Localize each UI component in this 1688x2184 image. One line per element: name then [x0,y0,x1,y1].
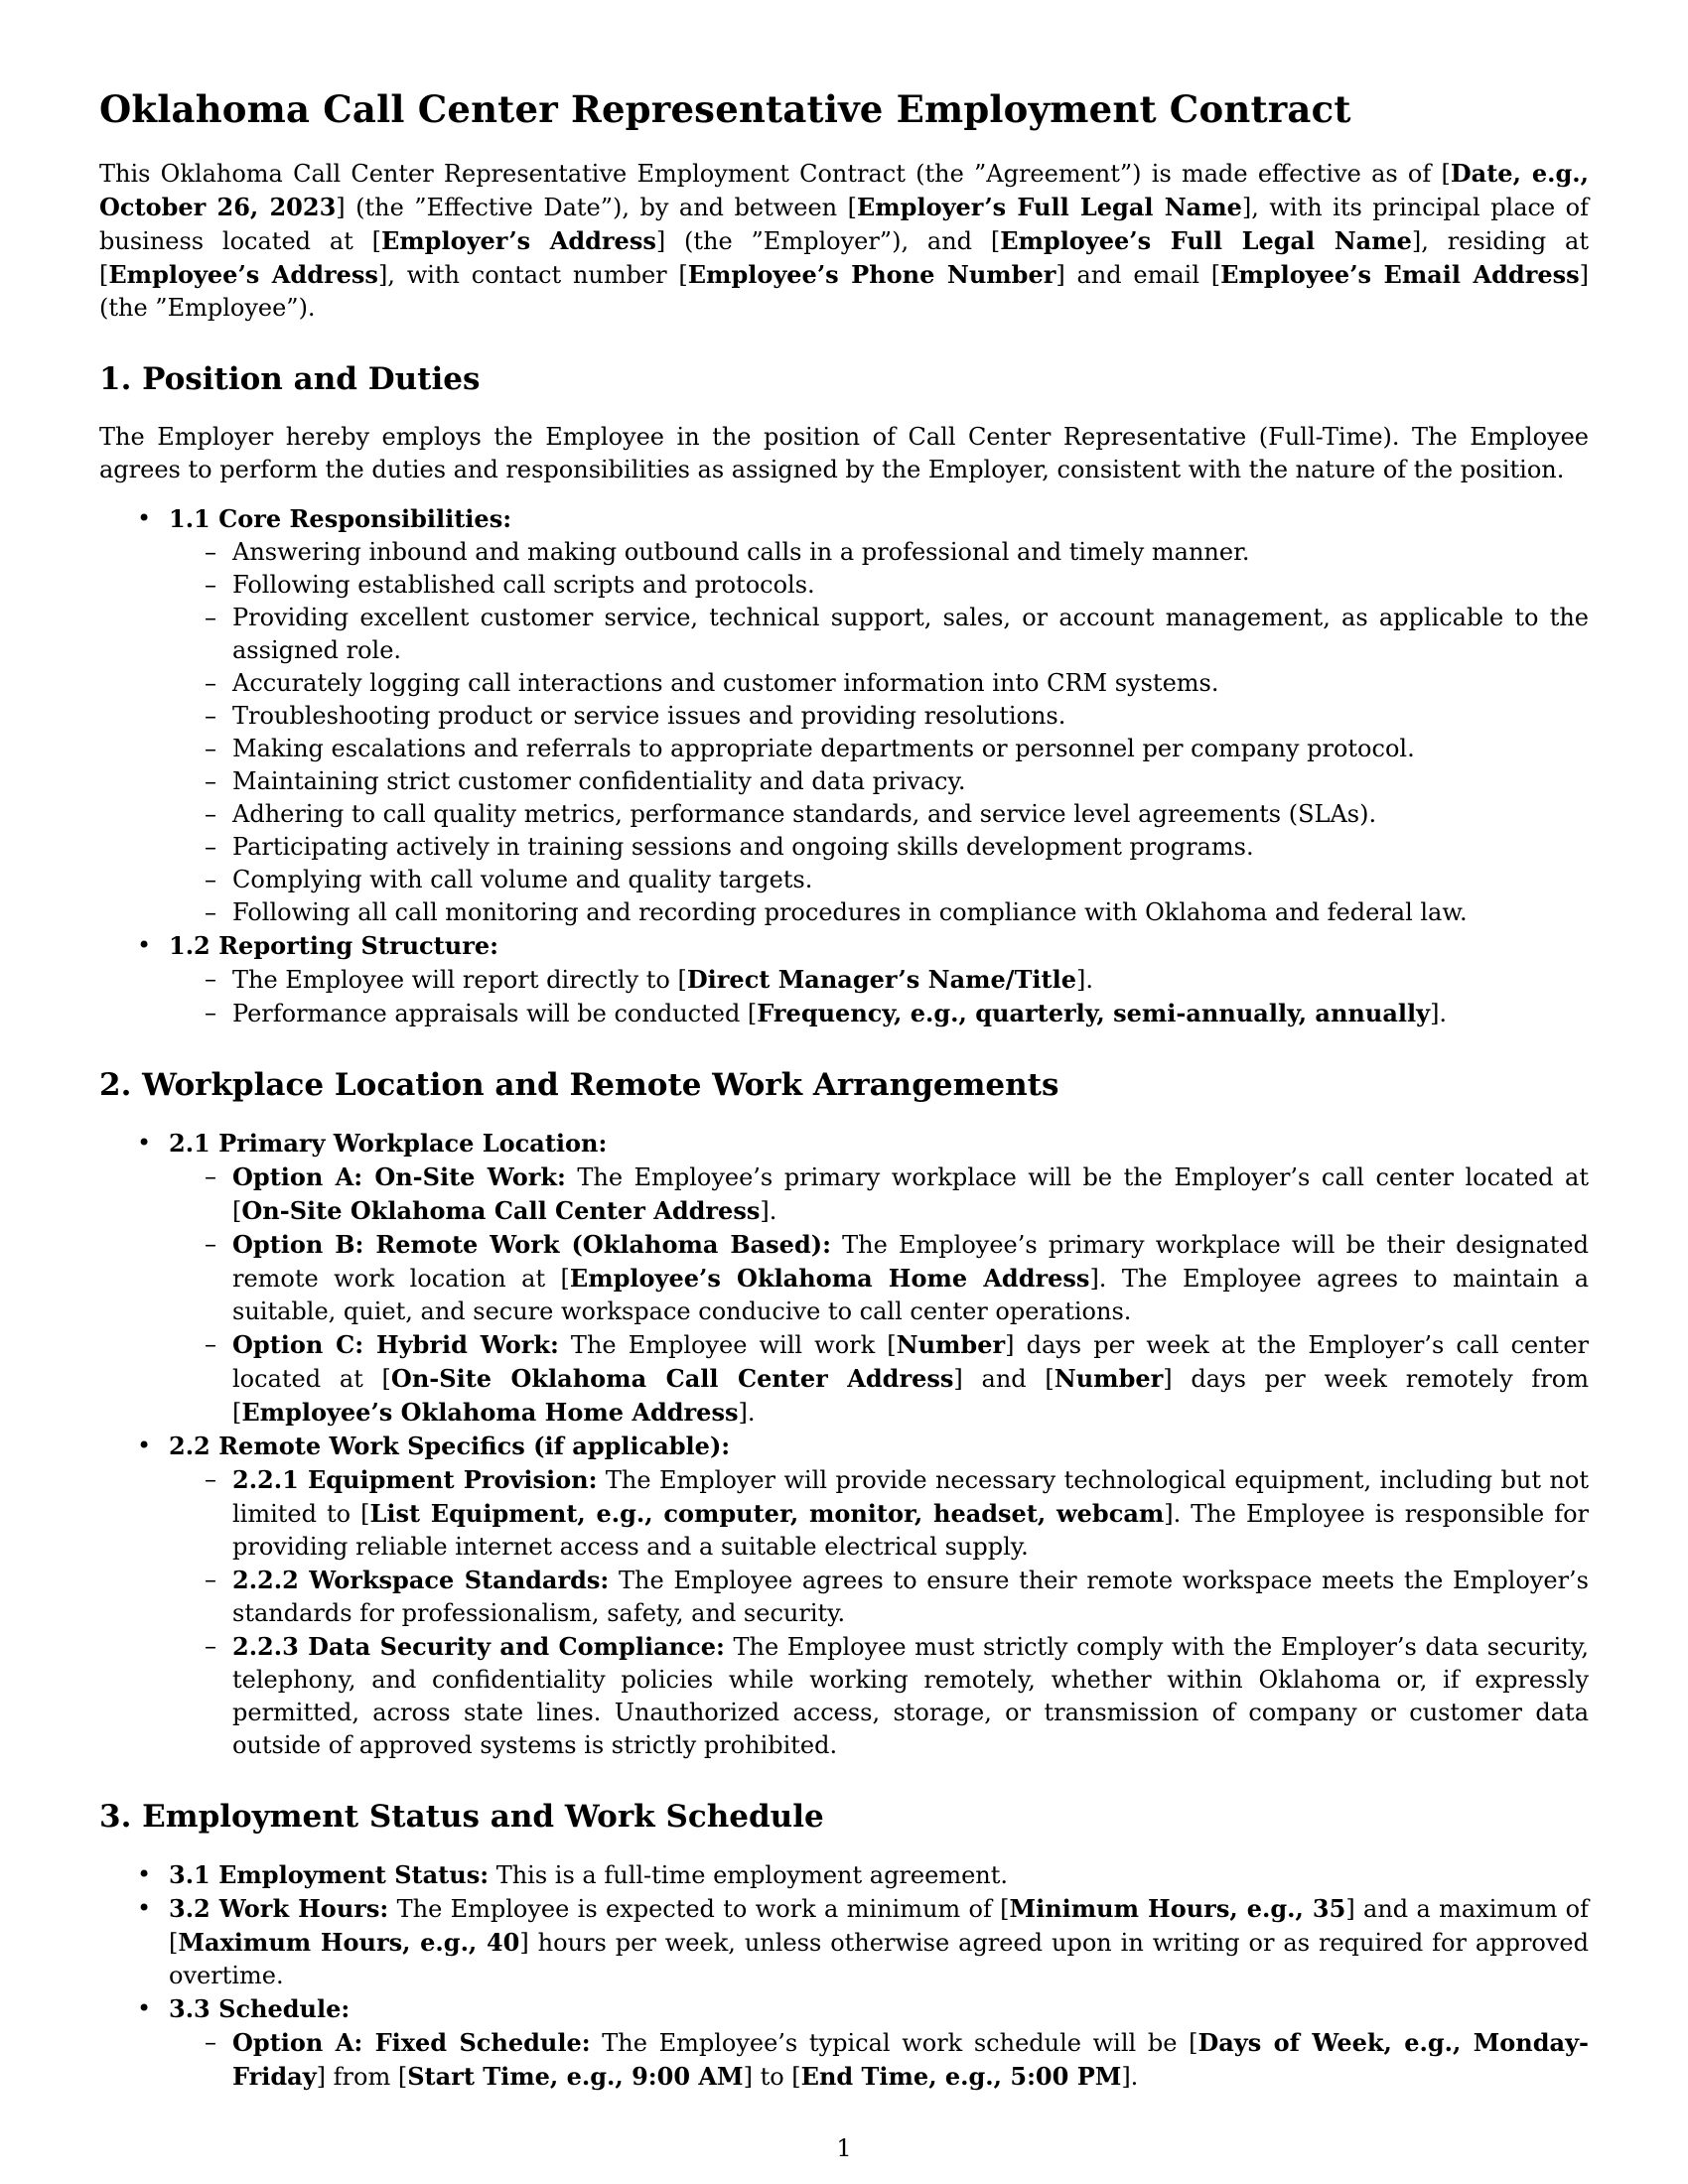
placeholder-frequency: Frequency, e.g., quarterly, semi-annually, annually [757,999,1431,1028]
list-item: • 3.1 Employment Status: This is a full-time employment agreement. [99,1858,1589,1892]
location-options-list [169,1160,1589,1430]
placeholder-start-time: Start Time, e.g., 9:00 AM [407,2061,744,2091]
section-employment-status [99,1798,1589,2094]
list-item: – Providing excellent customer service, technical support, sales, or account management, as applicable to the assigned role. [169,602,1589,667]
page-number: 1 [836,2134,852,2162]
list-item [99,929,1589,1030]
placeholder-employee-email: Employee’s Email Address [1220,260,1580,290]
list-item [99,1430,1589,1762]
placeholder-equipment: List Equipment, e.g., computer, monitor, headset, webcam [369,1498,1165,1528]
section-heading: 3. Employment Status and Work Schedule [99,1798,824,1835]
list-item: – Option A: On-Site Work: The Employee’s primary workplace will be the Employer’s call center located at [On-Site Oklahoma Call Center Address]. [169,1160,1589,1228]
list-item: – Maintaining strict customer confidentiality and data privacy. [169,765,1589,798]
core-responsibilities-list [169,536,1589,929]
list-item: – Participating actively in training sessions and ongoing skills development programs. [169,831,1589,864]
section-paragraph: The Employer hereby employs the Employee in the position of Call Center Representative (Full-Time). The Employee agrees to perform the duties and responsibilities as assigned by the Employer, consistent with the nature of the position. [99,423,1589,484]
placeholder-employee-phone: Employee’s Phone Number [687,260,1056,290]
list-item: – Accurately logging call interactions and customer information into CRM systems. [169,667,1589,700]
section-heading: 1. Position and Duties [99,361,481,398]
placeholder-home-address: Employee’s Oklahoma Home Address [569,1263,1090,1293]
section-workplace-location [99,1066,1589,1762]
subsection-title: 1.2 Reporting Structure: [169,931,498,961]
placeholder-employee-address: Employee’s Address [108,260,378,290]
list-item [99,1992,1589,2094]
list-item: – Following all call monitoring and recording procedures in compliance with Oklahoma and federal law. [169,896,1589,929]
list-item: – Making escalations and referrals to appropriate departments or personnel per company protocol. [169,733,1589,765]
section-list [99,502,1589,1030]
list-item: – Answering inbound and making outbound calls in a professional and timely manner. [169,536,1589,569]
list-item: – Performance appraisals will be conducted [Frequency, e.g., quarterly, semi-annually, annually]. [169,997,1589,1030]
section-heading: 2. Workplace Location and Remote Work Arrangements [99,1067,1059,1104]
section-list [99,1858,1589,2094]
document-title: Oklahoma Call Center Representative Employment Contract [99,87,1351,131]
list-item: – Following established call scripts and protocols. [169,569,1589,602]
placeholder-employer-name: Employer’s Full Legal Name [856,193,1242,222]
list-item: – 2.2.3 Data Security and Compliance: The Employee must strictly comply with the Employer’s data security, telephony, and confidentiality policies while working remotely, whether within Oklahoma or, if expressly permitted, across state lines. Unauthorized access, storage, or transmission of company or customer data outside of approved systems is strictly prohibited. [169,1630,1589,1762]
list-item: – Complying with call volume and quality targets. [169,864,1589,896]
list-item: – 2.2.2 Workspace Standards: The Employee agrees to ensure their remote workspace meets the Employer’s standards for professionalism, safety, and security. [169,1564,1589,1630]
placeholder-onsite-address: On-Site Oklahoma Call Center Address [390,1363,954,1393]
schedule-options-list [169,2026,1589,2094]
placeholder-date: Date, e.g., October 26, 2023 [99,159,1590,222]
placeholder-max-hours: Maximum Hours, e.g., 40 [178,1927,520,1957]
placeholder-onsite-address: On-Site Oklahoma Call Center Address [241,1195,761,1225]
placeholder-employer-address: Employer’s Address [380,226,656,256]
list-item: – The Employee will report directly to [Direct Manager’s Name/Title]. [169,963,1589,997]
placeholder-min-hours: Minimum Hours, e.g., 35 [1009,1893,1346,1923]
list-item: – Adhering to call quality metrics, performance standards, and service level agreements (SLAs). [169,798,1589,831]
list-item: – Option B: Remote Work (Oklahoma Based): The Employee’s primary workplace will be their designated remote work location at [Employee’s Oklahoma Home Address]. The Employee agrees to maintain a suitable, quiet, and secure workspace conducive to call center operations. [169,1228,1589,1328]
placeholder-employee-name: Employee’s Full Legal Name [1000,226,1412,256]
subsection-title: 1.1 Core Responsibilities: [169,504,512,534]
placeholder-days: Days of Week, e.g., Monday-Friday [232,2027,1589,2091]
subsection-title: 3.3 Schedule: [169,1993,351,2023]
placeholder-end-time: End Time, e.g., 5:00 PM [800,2061,1122,2091]
list-item: • 3.2 Work Hours: The Employee is expected to work a minimum of [Minimum Hours, e.g., 35] and a maximum of [Maximum Hours, e.g., 40] hours per week, unless otherwise agreed upon in writing or as required for approved overtime. [99,1892,1589,1992]
subsection-title: 2.2 Remote Work Specifics (if applicable): [169,1431,731,1460]
subsection-title: 2.1 Primary Workplace Location: [169,1128,608,1158]
list-item: – Option A: Fixed Schedule: The Employee’s typical work schedule will be [Days of Week, e.g., Monday-Friday] from [Start Time, e.g., 9:00 AM] to [End Time, e.g., 5:00 PM]. [169,2026,1589,2094]
placeholder-home-address: Employee’s Oklahoma Home Address [241,1397,739,1427]
placeholder-number: Number [1054,1363,1164,1393]
section-position-duties [99,360,1589,1030]
intro-paragraph: This Oklahoma Call Center Representative Employment Contract (the ”Agreement”) is made effective as of [Date, e.g., October 26, 2023] (the ”Effective Date”), by and between [Employer’s Full Legal Name], with its principal place of business located at [Employer’s Address] (the ”Employer”), and [Employee’s Full Legal Name], residing at [Employee’s Address], with contact number [Employee’s Phone Number] and email [Employee’s Email Address] (the ”Employee”). [99,159,1590,323]
list-item: – Option C: Hybrid Work: The Employee will work [Number] days per week at the Employer’s call center located at [On-Site Oklahoma Call Center Address] and [Number] days per week remotely from [Employee’s Oklahoma Home Address]. [169,1328,1589,1430]
list-item [99,502,1589,929]
list-item: – Troubleshooting product or service issues and providing resolutions. [169,700,1589,733]
placeholder-number: Number [896,1329,1006,1359]
list-item [99,1127,1589,1430]
section-list [99,1127,1589,1762]
placeholder-manager: Direct Manager’s Name/Title [686,965,1077,995]
reporting-list [169,963,1589,1030]
list-item: – 2.2.1 Equipment Provision: The Employer will provide necessary technological equipment, including but not limited to [List Equipment, e.g., computer, monitor, headset, webcam]. The Employee is responsible for providing reliable internet access and a suitable electrical supply. [169,1463,1589,1564]
remote-specifics-list [169,1463,1589,1762]
